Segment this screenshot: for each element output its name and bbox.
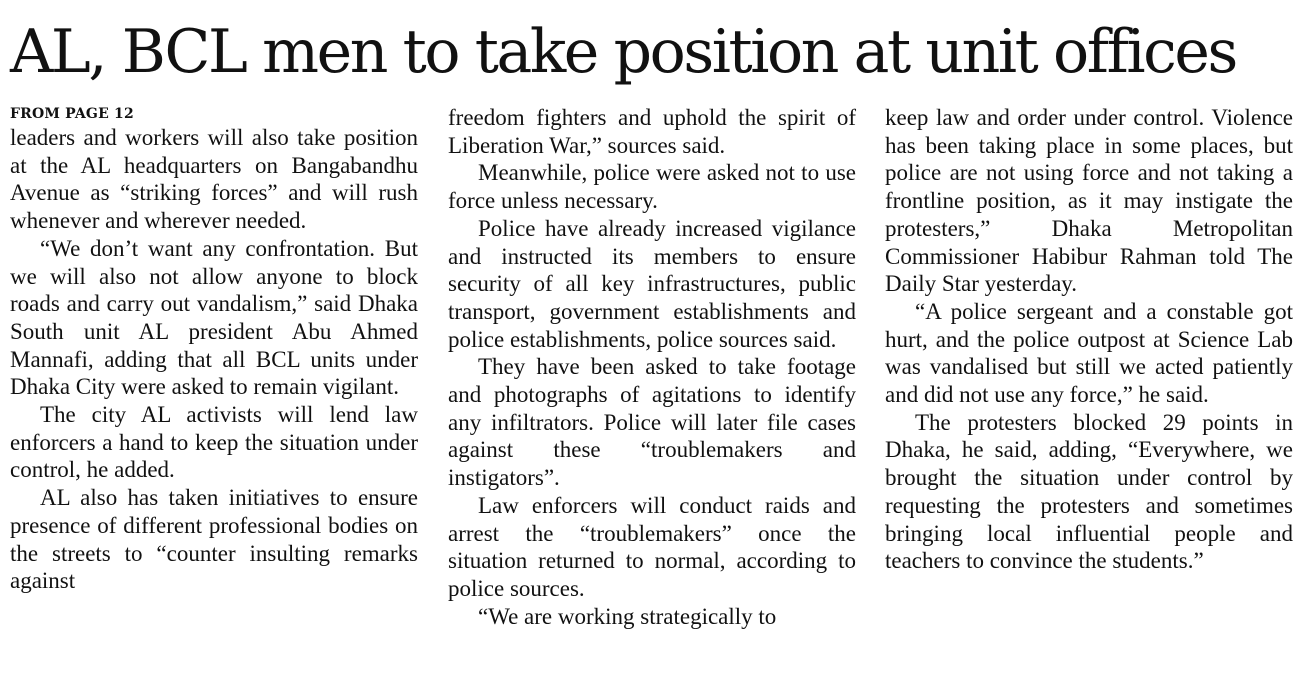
article-column-2 (448, 104, 856, 630)
paragraph: Meanwhile, police were asked not to use force unless necessary. (448, 160, 856, 214)
paragraph: “A police sergeant and a constable got hurt, and the police outpost at Science Lab was vandalised but still we acted patiently and did not use any force,” he said. (885, 298, 1293, 408)
article-column-1 (10, 104, 418, 595)
paragraph: “We are working strategically to (478, 603, 777, 629)
paragraph: Law enforcers will conduct raids and arrest the “troublemakers” once the situation returned to normal, according to police sources. (448, 492, 856, 601)
paragraph: “We don’t want any confrontation. But we will also not allow anyone to block roads and carry out vandalism,” said Dhaka South unit AL president Abu Ahmed Mannafi, adding that all BCL units under Dhaka City were asked to remain vigilant. (10, 235, 418, 400)
paragraph: The city AL activists will lend law enforcers a hand to keep the situation under control, he added. (10, 402, 418, 483)
paragraph: AL also has taken initiatives to ensure presence of different professional bodies on the streets to “counter insulting remarks against (10, 485, 418, 594)
continuation-kicker: FROM PAGE 12 (10, 106, 134, 122)
paragraph: Police have already increased vigilance and instructed its members to ensure security of all key infrastructures, public transport, government establishments and police establishments, police sources said. (448, 215, 856, 352)
article-column-3 (885, 104, 1293, 575)
headline: AL, BCL men to take position at unit offices (10, 17, 1236, 87)
paragraph: leaders and workers will also take position at the AL headquarters on Bangabandhu Avenue as “striking forces” and will rush whenever and wherever needed. (10, 125, 418, 234)
paragraph: The protesters blocked 29 points in Dhaka, he said, adding, “Everywhere, we brought the situation under control by requesting the protesters and sometimes bringing local influential people and teachers to convince the students.” (885, 409, 1293, 574)
paragraph: freedom fighters and uphold the spirit of Liberation War,” sources said. (448, 105, 856, 158)
paragraph: They have been asked to take footage and photographs of agitations to identify any infiltrators. Police will later file cases against these “troublemakers and instigators”. (448, 354, 856, 491)
paragraph: keep law and order under control. Violence has been taking place in some places, but police are not using force and not taking a frontline position, as it may instigate the protesters,” Dhaka Metropolitan Commissioner Habibur Rahman told The Daily Star yesterday. (885, 105, 1293, 297)
